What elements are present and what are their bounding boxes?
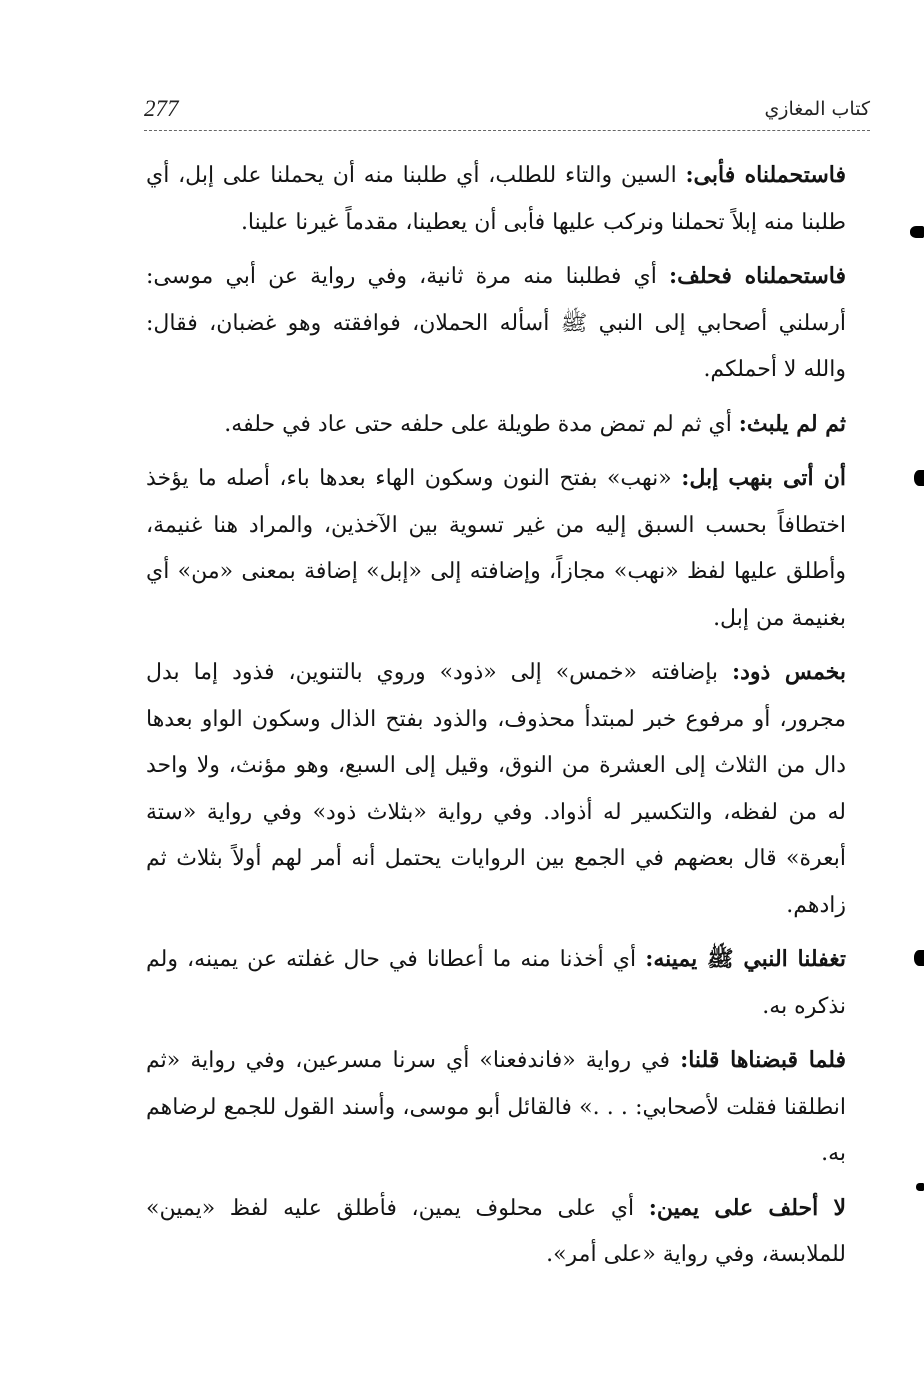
entry-term: فاستحملناه فحلف: [668,263,847,289]
scan-mark [914,950,924,966]
scan-mark [910,226,924,238]
entry-text: أي أخذنا منه ما أعطانا في حال غفلته عن يمينه، ولم نذكره به. [146,947,846,1019]
running-title: كتاب المغازي [764,98,870,120]
scan-mark [916,1183,924,1191]
commentary-body [146,152,846,1286]
page-number: 277 [144,96,179,121]
entry-text: بإضافته «خمس» إلى «ذود» وروي بالتنوين، فذود إما بدل مجرور، أو مرفوع خبر لمبتدأ محذوف، والذود بفتح الذال وسكون الواو بعدها دال من الثلاث إلى العشرة من النوق، وقيل إلى السبع، وهو مؤنث، ولا واحد له من لفظه، والتكسير له أذواد. وفي رواية «بثلاث ذود» وفي رواية «ستة أبعرة» قال بعضهم في الجمع بين الروايات يحتمل أنه أمر لهم أولاً بثلاث ثم زادهم. [146,660,846,918]
entry-text: «نهب» بفتح النون وسكون الهاء بعدها باء، أصله ما يؤخذ اختطافاً بحسب السبق إليه من غير تسوية بين الآخذين، والمراد هنا غنيمة، وأطلق عليها لفظ «نهب» مجازاً، وإضافته إلى «إبل» إضافة بمعنى «من» أي بغنيمة من إبل. [146,466,846,631]
entry-term: تغفلنا النبي ﷺ يمينه: [645,946,846,972]
entry-paragraph [146,401,846,449]
entry-paragraph [146,455,846,642]
entry-paragraph [146,152,846,246]
entry-term: أن أتى بنهب إبل: [681,465,847,491]
entry-term: لا أحلف على يمين: [648,1194,847,1221]
entry-text: في رواية «فاندفعنا» أي سرنا مسرعين، وفي رواية «ثم انطلقنا فقلت لأصحابي: . . .» فالقائل أبو موسى، وأسند القول للجمع لرضاهم به. [146,1048,846,1166]
entry-term: فاستحملناه فأبى: [685,162,847,188]
entry-paragraph [146,1185,846,1279]
entry-paragraph [146,936,846,1030]
entry-text: السين والتاء للطلب، أي طلبنا منه أن يحملنا على إبل، أي طلبنا منه إبلاً تحملنا ونركب عليها فأبى أن يعطينا، مقدماً غيرنا علينا. [146,163,846,235]
entry-text: أي فطلبنا منه مرة ثانية، وفي رواية عن أبي موسى: أرسلني أصحابي إلى النبي ﷺ أسأله الحملان، فوافقته وهو غضبان، فقال: والله لا أحملكم. [146,264,846,382]
entry-term: فلما قبضناها قلنا: [680,1047,846,1073]
entry-paragraph [146,1037,846,1178]
entry-paragraph [146,253,846,394]
scan-mark [914,470,924,486]
entry-term: بخمس ذود: [731,659,846,685]
entry-term: ثم لم يلبث: [738,410,846,437]
entry-text: أي ثم لم تمض مدة طويلة على حلفه حتى عاد في حلفه. [224,411,739,437]
header-rule [144,130,870,131]
entry-paragraph [146,649,846,929]
entry-text: أي على محلوف يمين، فأطلق عليه لفظ «يمين» للملابسة، وفي رواية «على أمر». [146,1195,846,1267]
